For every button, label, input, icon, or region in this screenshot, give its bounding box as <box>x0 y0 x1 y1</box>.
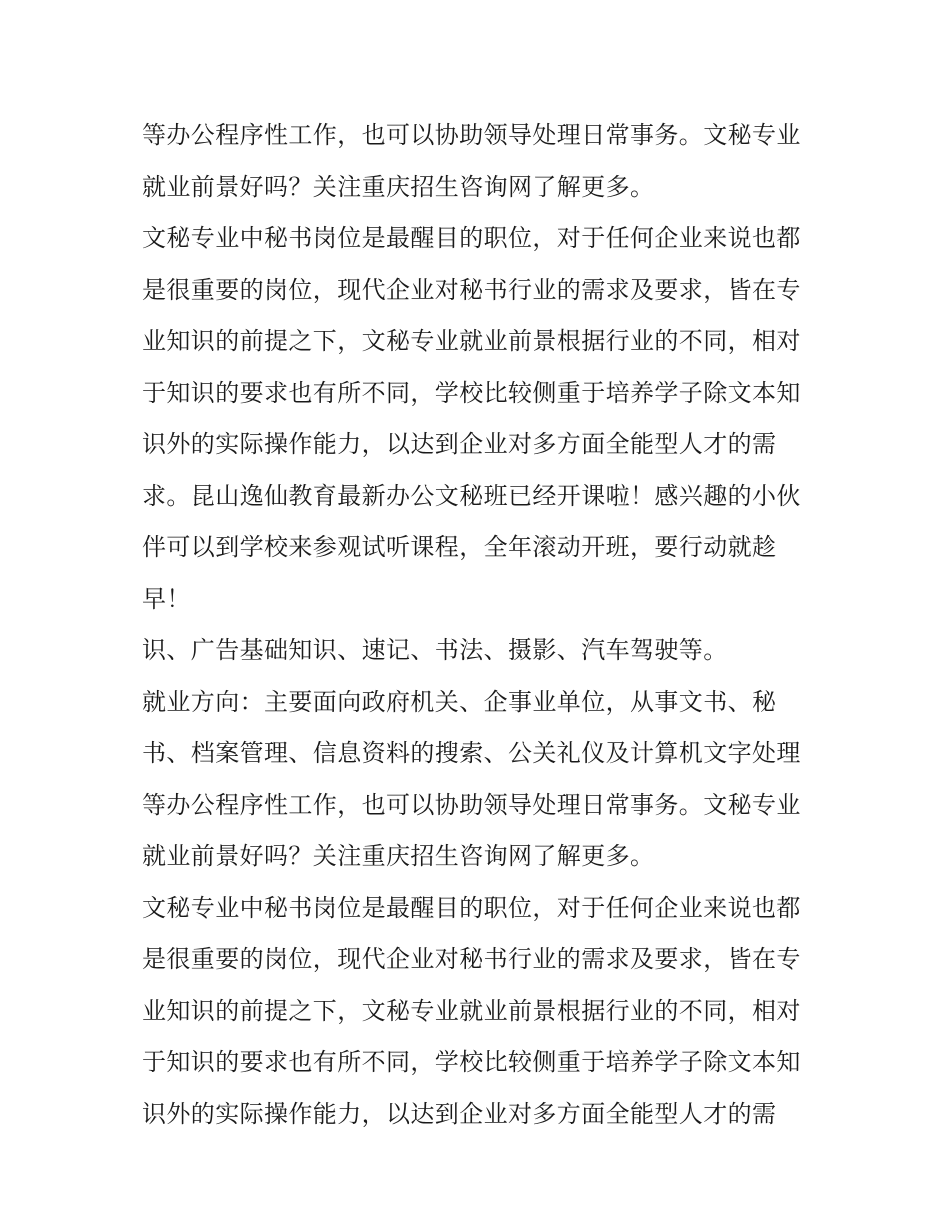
text-line: 求。昆山逸仙教育最新办公文秘班已经开课啦！感兴趣的小伙 <box>142 481 801 510</box>
text-line: 早！ <box>142 584 191 613</box>
text-line: 是很重要的岗位，现代企业对秘书行业的需求及要求，皆在专 <box>142 945 801 973</box>
body-text <box>142 110 812 1140</box>
text-line: 识外的实际操作能力，以达到企业对多方面全能型人才的需 <box>142 430 777 458</box>
text-line: 业知识的前提之下，文秘专业就业前景根据行业的不同，相对 <box>142 996 801 1025</box>
text-line: 伴可以到学校来参观试听课程，全年滚动开班，要行动就趁 <box>142 533 777 561</box>
text-line: 等办公程序性工作，也可以协助领导处理日常事务。文秘专业 <box>142 790 801 819</box>
text-line: 业知识的前提之下，文秘专业就业前景根据行业的不同，相对 <box>142 327 801 355</box>
text-line: 文秘专业中秘书岗位是最醒目的职位，对于任何企业来说也都 <box>142 224 801 252</box>
text-line: 就业前景好吗？关注重庆招生咨询网了解更多。 <box>142 842 655 870</box>
text-line: 于知识的要求也有所不同，学校比较侧重于培养学子除文本知 <box>142 1048 801 1076</box>
text-line: 于知识的要求也有所不同，学校比较侧重于培养学子除文本知 <box>142 378 801 407</box>
text-line: 就业前景好吗？关注重庆招生咨询网了解更多。 <box>142 172 655 201</box>
text-line: 等办公程序性工作，也可以协助领导处理日常事务。文秘专业 <box>142 121 801 149</box>
text-line: 书、档案管理、信息资料的搜索、公关礼仪及计算机文字处理 <box>142 739 801 767</box>
text-line: 是很重要的岗位，现代企业对秘书行业的需求及要求，皆在专 <box>142 275 801 304</box>
text-line: 就业方向：主要面向政府机关、企事业单位，从事文书、秘 <box>142 687 777 716</box>
text-line: 识、广告基础知识、速记、书法、摄影、汽车驾驶等。 <box>142 636 728 664</box>
text-line: 文秘专业中秘书岗位是最醒目的职位，对于任何企业来说也都 <box>142 893 801 922</box>
text-line: 识外的实际操作能力，以达到企业对多方面全能型人才的需 <box>142 1099 777 1128</box>
